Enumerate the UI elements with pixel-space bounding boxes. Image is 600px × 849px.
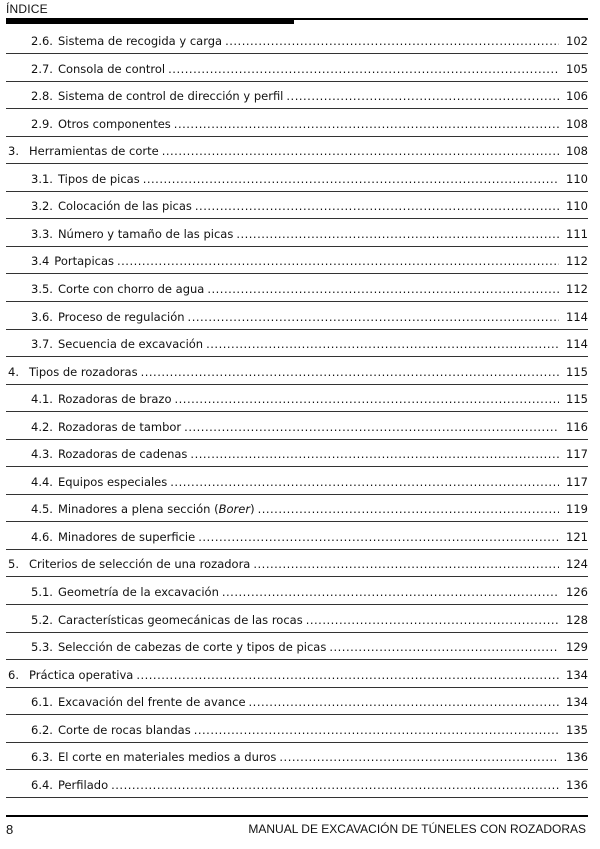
toc-entry-title [54,254,114,268]
toc-entry-title-text: Secuencia de excavación [57,337,204,351]
toc-entry-title-italic: Borer [218,502,251,516]
toc-separator [6,439,588,440]
toc-separator [6,273,588,274]
toc-entry[interactable] [31,420,588,440]
toc-dot-leader [141,365,559,379]
toc-separator [6,218,588,219]
toc-entry-number: 5. [8,557,19,571]
toc-entry-title-text: Rozadoras de cadenas [57,447,188,461]
toc-dot-leader [162,144,559,158]
toc-entry-title-text: Equipos especiales [57,475,168,489]
toc-entry-page: 124 [566,557,588,571]
toc-separator [6,742,588,743]
toc-separator [6,549,588,550]
footer-book-title: MANUAL DE EXCAVACIÓN DE TÚNELES CON ROZADORAS [248,822,586,836]
toc-dot-leader [174,392,559,406]
toc-entry[interactable] [31,199,588,219]
toc-entry[interactable] [8,365,588,385]
toc-entry-page: 111 [566,227,588,241]
toc-entry-number: 3.3. [31,227,53,241]
toc-entry-title-text: Minadores a plena sección [57,502,211,516]
toc-entry-title [58,392,172,406]
toc-entry-title [58,613,303,627]
toc-entry-number: 6.3. [31,750,53,764]
toc-entry[interactable] [31,117,588,137]
toc-entry-number: 2.6. [31,34,53,48]
toc-entry[interactable] [31,254,588,274]
toc-dot-leader [143,172,559,186]
running-header: ÍNDICE [6,2,48,16]
toc-separator [6,384,588,385]
toc-entry-number: 3. [8,144,19,158]
toc-entry-page: 110 [566,172,588,186]
toc-dot-leader [190,447,559,461]
toc-entry-number: 4.6. [31,530,53,544]
toc-entry-number: 4.2. [31,420,53,434]
toc-entry-title [58,750,276,764]
toc-entry-title [58,310,185,324]
toc-entry-number: 2.9. [31,117,53,131]
toc-entry[interactable] [31,695,588,715]
toc-entry-page: 110 [566,199,588,213]
toc-separator [6,356,588,357]
toc-separator [6,576,588,577]
toc-entry-title-text: Excavación del frente de avance [57,695,246,709]
toc-entry[interactable] [31,723,588,743]
toc-dot-leader [249,695,559,709]
toc-entry-title-text: El corte en materiales medios a duros [57,750,277,764]
toc-dot-leader [117,254,559,268]
toc-separator [6,466,588,467]
toc-entry-title [58,530,195,544]
toc-entry-title-text: Tipos de picas [57,172,140,186]
toc-entry-page: 116 [566,420,588,434]
toc-separator [6,687,588,688]
toc-entry[interactable] [31,585,588,605]
toc-separator [6,301,588,302]
toc-separator [6,108,588,109]
toc-entry-page: 115 [566,365,588,379]
toc-separator [6,81,588,82]
toc-entry-title-text: Perfilado [57,778,109,792]
toc-entry-title-text: Corte con chorro de agua [57,282,205,296]
toc-entry-page: 115 [566,392,588,406]
toc-dot-leader [168,62,559,76]
toc-entry-number: 6.2. [31,723,53,737]
toc-entry-number: 6. [8,668,19,682]
toc-dot-leader [207,282,559,296]
toc-entry-title [58,117,171,131]
toc-dot-leader [222,585,559,599]
toc-entry-title [29,365,138,379]
toc-entry-number: 2.8. [31,89,53,103]
toc-entry[interactable] [8,668,588,688]
toc-entry-number: 6.1. [31,695,53,709]
toc-entry-number: 5.3. [31,640,53,654]
toc-entry-page: 136 [566,750,588,764]
toc-entry-title-text: Número y tamaño de las picas [57,227,234,241]
toc-entry-title-text: Práctica operativa [29,668,134,682]
toc-entry-title [58,420,181,434]
toc-entry-number: 3.5. [31,282,53,296]
toc-entry-title-text: Rozadoras de brazo [57,392,172,406]
toc-entry-title-text: Colocación de las picas [57,199,192,213]
toc-entry-number: 4. [8,365,19,379]
toc-entry-page: 112 [566,282,588,296]
toc-entry[interactable] [31,447,588,467]
toc-entry-number: 4.3. [31,447,53,461]
toc-entry[interactable] [31,310,588,330]
toc-separator [6,411,588,412]
toc-entry-title [58,723,191,737]
footer-page-number: 8 [6,822,14,837]
toc-separator [6,521,588,522]
toc-entry-page: 114 [566,337,588,351]
toc-entry-number: 3.7. [31,337,53,351]
toc-dot-leader [286,89,559,103]
toc-entry-number: 3.6. [31,310,53,324]
toc-entry-title [58,62,165,76]
toc-entry-title [58,640,326,654]
toc-entry-title [58,282,204,296]
toc-entry-title [58,227,233,241]
toc-entry[interactable] [31,502,588,522]
toc-entry[interactable] [31,172,588,192]
toc-entry-title-text: Geometría de la excavación [57,585,219,599]
toc-entry[interactable] [8,144,588,164]
toc-entry[interactable] [31,392,588,412]
toc-entry-page: 106 [566,89,588,103]
toc-entry-title [58,585,219,599]
toc-separator [6,797,588,798]
toc-separator [6,53,588,54]
toc-dot-leader [194,723,559,737]
toc-entry[interactable] [31,62,588,82]
toc-entry-page: 136 [566,778,588,792]
toc-entry-number: 3.2. [31,199,53,213]
toc-entry-title-text: Sistema de recogida y carga [57,34,223,48]
toc-entry[interactable] [31,89,588,109]
toc-entry-title-text: Sistema de control de dirección y perfil [57,89,284,103]
toc-entry-title [58,337,203,351]
toc-entry-number: 5.1. [31,585,53,599]
toc-dot-leader [111,778,559,792]
toc-entry[interactable] [31,475,588,495]
toc-entry[interactable] [31,640,588,660]
toc-dot-leader [195,199,559,213]
toc-separator [6,769,588,770]
toc-entry-title [58,475,167,489]
toc-entry-page: 134 [566,668,588,682]
toc-entry-page: 105 [566,62,588,76]
toc-entry-title: Minadores a plena sección (Borer) [57,502,255,516]
toc-dot-leader [306,613,559,627]
toc-separator [6,659,588,660]
toc-entry-page: 128 [566,613,588,627]
toc-dot-leader [184,420,559,434]
toc-separator [6,494,588,495]
toc-entry-page: 108 [566,117,588,131]
toc-entry[interactable] [8,557,588,577]
toc-separator [6,246,588,247]
toc-entry-title-text: Herramientas de corte [29,144,159,158]
toc-entry-title-text: Portapicas [54,254,114,268]
toc-separator [6,714,588,715]
toc-entry-number: 2.7. [31,62,53,76]
toc-entry-title [58,778,108,792]
toc-entry-page: 129 [566,640,588,654]
toc-entry-title-text: Características geomecánicas de las rocas [57,613,303,627]
toc-entry-title-text: Selección de cabezas de corte y tipos de picas [57,640,327,654]
toc-entry[interactable] [31,750,588,770]
toc-entry[interactable] [31,613,588,633]
toc-separator [6,163,588,164]
toc-entry[interactable] [31,337,588,357]
toc-entry-title [58,172,140,186]
toc-entry-page: 112 [566,254,588,268]
toc-separator [6,329,588,330]
toc-dot-leader [279,750,559,764]
toc-dot-leader [174,117,559,131]
toc-entry[interactable] [31,227,588,247]
toc-entry-title [58,695,246,709]
toc-dot-leader [225,34,559,48]
toc-entry[interactable] [31,530,588,550]
toc-entry-page: 102 [566,34,588,48]
toc-entry-title-text: Otros componentes [57,117,171,131]
toc-entry-title-text: Minadores de superficie [57,530,196,544]
toc-entry-number: 3.1. [31,172,53,186]
toc-entry-page: 117 [566,447,588,461]
toc-entry-page: 117 [566,475,588,489]
toc-entry-number: 5.2. [31,613,53,627]
toc-entry-title [29,557,250,571]
toc-entry[interactable] [31,34,588,54]
toc-entry-page: 119 [566,502,588,516]
toc-dot-leader [170,475,559,489]
toc-dot-leader [329,640,559,654]
toc-entry-title [58,447,187,461]
toc-entry-title-text: Consola de control [57,62,166,76]
toc-entry-number: 6.4. [31,778,53,792]
toc-dot-leader [188,310,559,324]
toc-entry-title [58,34,222,48]
footer-rule [6,815,588,817]
toc-separator [6,136,588,137]
toc-dot-leader [136,668,559,682]
toc-dot-leader [198,530,559,544]
toc-entry[interactable] [31,282,588,302]
toc-entry-title [29,144,159,158]
toc-dot-leader [253,557,559,571]
toc-separator [6,604,588,605]
toc-dot-leader [236,227,559,241]
toc-entry-page: 121 [566,530,588,544]
toc-entry-number: 3.4 [31,254,50,268]
toc-entry[interactable] [31,778,588,798]
toc-entry-title-text: Corte de rocas blandas [57,723,191,737]
toc-entry-title-text: Criterios de selección de una rozadora [29,557,251,571]
toc-entry-page: 108 [566,144,588,158]
toc-entry-title [58,89,283,103]
toc-entry-title [29,668,133,682]
toc-entry-number: 4.1. [31,392,53,406]
toc-entry-title [58,199,192,213]
toc-separator [6,632,588,633]
toc-entry-number: 4.4. [31,475,53,489]
toc-dot-leader [206,337,559,351]
toc-entry-title-text: Tipos de rozadoras [29,365,138,379]
toc-separator [6,191,588,192]
toc-dot-leader [258,502,559,516]
toc-entry-page: 135 [566,723,588,737]
header-rule-thick [6,18,294,24]
toc-entry-number: 4.5. [31,502,53,516]
toc-entry-page: 126 [566,585,588,599]
toc-entry-title-text: Proceso de regulación [57,310,185,324]
toc-entry-page: 114 [566,310,588,324]
toc-entry-title-text: Rozadoras de tambor [57,420,182,434]
toc-entry-page: 134 [566,695,588,709]
